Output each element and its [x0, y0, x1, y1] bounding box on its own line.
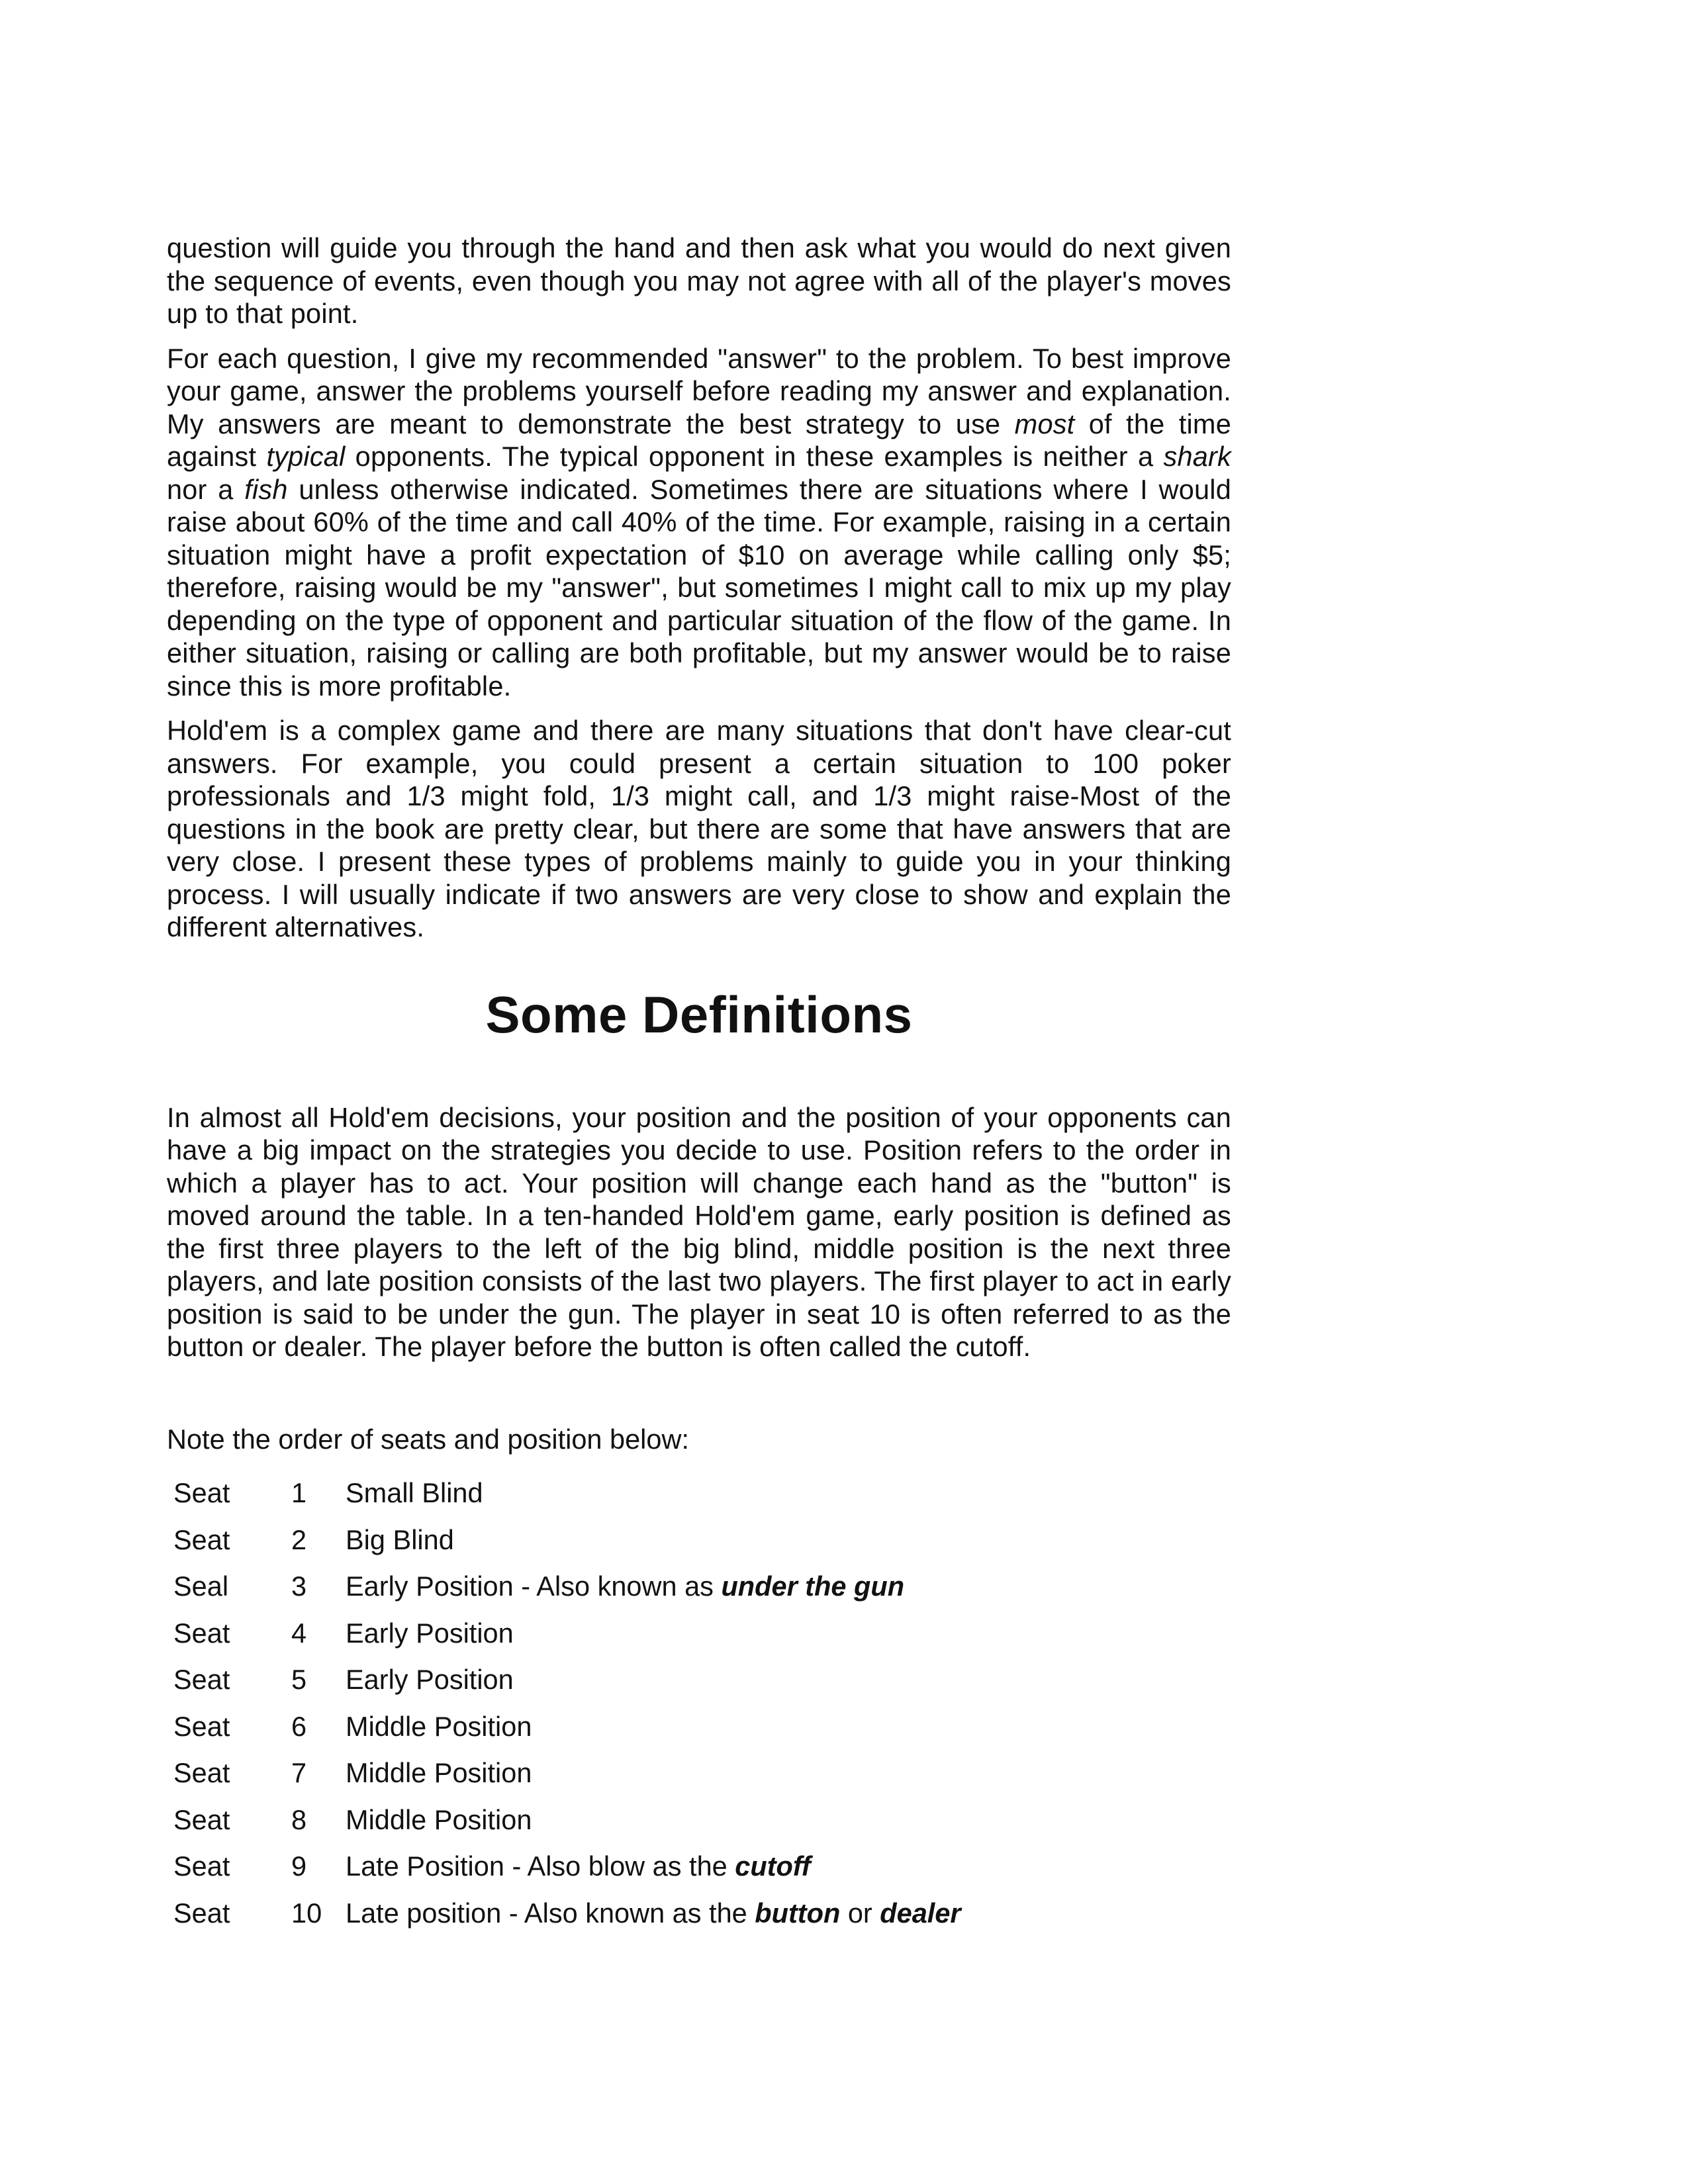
table-row — [167, 1750, 961, 1797]
text-segment: nor a — [167, 473, 245, 505]
document-page — [167, 232, 1231, 1936]
seat-term-bold: cutoff — [735, 1850, 811, 1882]
paragraph-complexity: Hold'em is a complex game and there are many situations that don't have clear-cut answers. For example, you could present a certain situation to 100 poker professionals and 1/3 might fold, 1/3 might call, and 1/3 might raise-Most of the questions in the book are pretty clear, but there are some that have answers that are very close. I present these types of problems mainly to guide you in your thinking process. I will usually indicate if two answers are very close to show and explain the different alternatives. — [167, 715, 1231, 942]
seat-label: Seat — [173, 1897, 230, 1929]
seat-number: 5 — [291, 1664, 307, 1696]
text-segment: For each question, I give my recommended "answer" to the problem. To best improve your game, answer the problems yourself before reading my answer and explanation. My answers are meant to demonstrate the best strategy to use — [167, 342, 1231, 439]
seat-description-text: Early Position - Also known as — [346, 1570, 722, 1602]
seat-order-note: Note the order of seats and position below: — [167, 1423, 689, 1455]
seat-table — [167, 1470, 961, 1936]
seat-number: 4 — [291, 1617, 307, 1649]
seat-label: Seat — [173, 1664, 230, 1696]
table-row — [167, 1843, 961, 1890]
seat-description: Early Position — [346, 1617, 514, 1649]
paragraph-answers — [167, 342, 1231, 703]
seat-description: Big Blind — [346, 1524, 454, 1555]
seat-number: 6 — [291, 1710, 307, 1742]
table-row — [167, 1890, 961, 1937]
table-row — [167, 1563, 961, 1610]
seat-number: 2 — [291, 1524, 307, 1555]
seat-label: Seal — [173, 1570, 229, 1602]
seat-label: Seat — [173, 1710, 230, 1742]
seat-number: 1 — [291, 1477, 307, 1509]
table-row — [167, 1610, 961, 1657]
table-row — [167, 1517, 961, 1564]
text-segment: unless otherwise indicated. Sometimes there are situations where I would raise about 60% of the time and call 40% of the time. For example, raising in a certain situation might have a profit expectation of $10 on average while calling only $5; therefore, raising would be my "answer", but sometimes I might call to mix up my play depending on the type of opponent and particular situation of the flow of the game. In either situation, raising or calling are both profitable, but my answer would be to raise since this is more profitable. — [167, 473, 1231, 702]
seat-term-bold: button — [755, 1897, 841, 1929]
seat-description-text: Late Position - Also blow as the — [346, 1850, 735, 1882]
table-row — [167, 1704, 961, 1751]
seat-description — [346, 1843, 961, 1890]
emphasis-shark: shark — [1163, 441, 1231, 472]
seat-label: Seat — [173, 1757, 230, 1789]
seat-number: 3 — [291, 1570, 307, 1602]
text-segment: of the time against — [167, 408, 1231, 472]
seat-label: Seat — [173, 1850, 230, 1882]
table-row — [167, 1797, 961, 1844]
seat-label: Seat — [173, 1524, 230, 1555]
seat-term-bold: under the gun — [721, 1570, 905, 1602]
seat-term-bold: dealer — [880, 1897, 961, 1929]
seat-label: Seat — [173, 1477, 230, 1509]
paragraph-position: In almost all Hold'em decisions, your position and the position of your opponents can have a big impact on the strategies you decide to use. Position refers to the order in which a player has to act. Your position will change each hand as the "button" is moved around the table. In a ten-handed Hold'em game, early position is defined as the first three players to the left of the big blind, middle position is the next three players, and late position consists of the last two players. The first player to act in early position is said to be under the gun. The player in seat 10 is often referred to as the button or dealer. The player before the button is often called the cutoff. — [167, 1101, 1231, 1362]
emphasis-typical: typical — [266, 441, 346, 472]
emphasis-fish: fish — [244, 473, 288, 505]
seat-description-text: Late position - Also known as the — [346, 1897, 755, 1929]
seat-description: Early Position — [346, 1664, 514, 1696]
seat-number: 8 — [291, 1803, 307, 1835]
text-segment: opponents. The typical opponent in these examples is neither a — [345, 441, 1164, 472]
section-heading: Some Definitions — [485, 985, 913, 1044]
seat-label: Seat — [173, 1803, 230, 1835]
seat-number: 9 — [291, 1850, 307, 1882]
seat-description: Small Blind — [346, 1477, 483, 1509]
seat-number: 10 — [291, 1897, 322, 1929]
seat-description: Middle Position — [346, 1757, 532, 1789]
seat-description-text: or — [840, 1897, 880, 1929]
paragraph-intro: question will guide you through the hand and then ask what you would do next given the sequence of events, even though you may not agree with all of the player's moves up to that point. — [167, 232, 1231, 329]
seat-label: Seat — [173, 1617, 230, 1649]
seat-number: 7 — [291, 1757, 307, 1789]
seat-description: Middle Position — [346, 1803, 532, 1835]
table-row — [167, 1657, 961, 1704]
seat-description: Middle Position — [346, 1710, 532, 1742]
table-row — [167, 1470, 961, 1517]
seat-description — [346, 1890, 961, 1937]
seat-description — [346, 1563, 961, 1610]
emphasis-most: most — [1014, 408, 1075, 439]
